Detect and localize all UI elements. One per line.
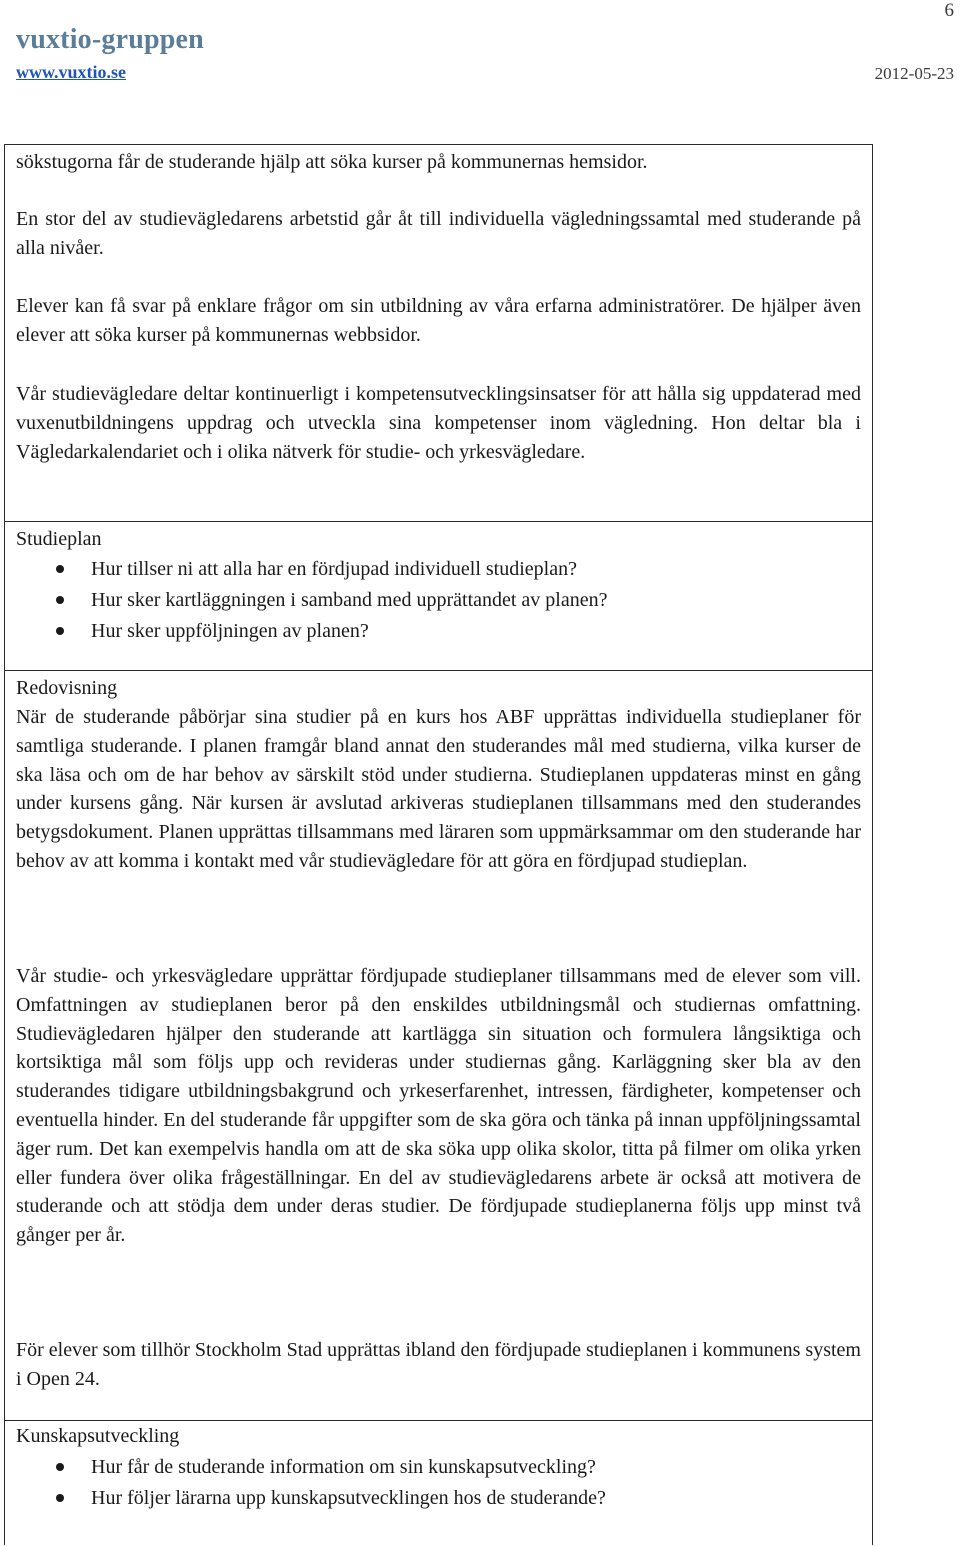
kunskapsutveckling-section [5, 1420, 872, 1546]
list-item: Hur får de studerande information om sin kunskapsutveckling? [5, 1452, 606, 1483]
list-item: Hur följer lärarna upp kunskapsutvecklingen hos de studerande? [5, 1483, 606, 1514]
section-heading: Kunskapsutveckling [16, 1425, 180, 1447]
list-item: Hur sker uppföljningen av planen? [5, 616, 608, 647]
bullet-icon [56, 596, 64, 604]
org-name: vuxtio-gruppen [16, 24, 204, 55]
bullet-icon [56, 565, 64, 573]
list-item: Hur tillser ni att alla har en fördjupad individuell studieplan? [5, 554, 608, 585]
question-list [5, 1452, 606, 1514]
paragraph: sökstugorna får de studerande hjälp att söka kurser på kommunernas hemsidor. [16, 151, 648, 173]
paragraph: En stor del av studievägledarens arbetstid går åt till individuella vägledningssamtal med studerande på alla nivåer. [16, 208, 861, 259]
bullet-icon [56, 1494, 64, 1502]
paragraph: Vår studie- och yrkesvägledare upprättar fördjupade studieplaner tillsammans med de elever som vill. Omfattningen av studieplanen beror på den enskildes utbildningsmål och studiernas omfattning. Studievägledaren hjälper den studerande att kartlägga sin situation och formulera långsiktiga och kortsiktiga mål som följs upp och revideras under studiernas gång. Karläggning sker bla av den studerandes tidigare utbildningsbakgrund och yrkeserfarenhet, intressen, färdigheter, kompetenser och eventuella hinder. En del studerande får uppgifter som de ska göra och tänka på innan uppföljningssamtal äger rum. Det kan exempelvis handla om att de ska söka upp olika skolor, titta på filmer om olika yrken eller fundera över olika frågeställningar. En del av studievägledarens arbete är också att motivera de studerande och att stödja dem under deras studier. De fördjupade studieplanerna följs upp minst två gånger per år. [16, 965, 861, 1247]
paragraph: När de studerande påbörjar sina studier på en kurs hos ABF upprättas individuella studieplaner för samtliga studerande. I planen framgår bland annat den studerandes mål med studierna, vilka kurser de ska läsa och om de har behov av särskilt stöd under studierna. Studieplanen uppdateras minst en gång under kursens gång. När kursen är avslutad arkiveras studieplanen tillsammans med den studerandes betygsdokument. Planen upprättas tillsammans med läraren som uppmärksammar om den studerande har behov av att komma i kontakt med vår studievägledare för att göra en fördjupad studieplan. [16, 706, 861, 872]
question-list [5, 554, 608, 647]
document-date: 2012-05-23 [874, 64, 954, 83]
redovisning-section [5, 670, 872, 1421]
org-url-link[interactable]: www.vuxtio.se [16, 62, 127, 82]
bullet-icon [56, 1463, 64, 1471]
content-frame [4, 144, 873, 1545]
studieplan-section [5, 521, 872, 671]
page-number: 6 [944, 0, 954, 21]
bullet-icon [56, 627, 64, 635]
section-heading: Redovisning [16, 677, 118, 699]
paragraph: För elever som tillhör Stockholm Stad upprättas ibland den fördjupade studieplanen i kommunens system i Open 24. [16, 1339, 861, 1390]
section-heading: Studieplan [16, 528, 102, 550]
paragraph: Elever kan få svar på enklare frågor om sin utbildning av våra erfarna administratörer. De hjälper även elever att söka kurser på kommunernas webbsidor. [16, 295, 861, 346]
intro-section [5, 145, 872, 521]
list-item: Hur sker kartläggningen i samband med upprättandet av planen? [5, 585, 608, 616]
paragraph: Vår studievägledare deltar kontinuerligt i kompetensutvecklingsinsatser för att hålla sig uppdaterad med vuxenutbildningens uppdrag och utveckla sina kompetenser inom vägledning. Hon deltar bla i Vägledarkalendariet och i olika nätverk för studie- och yrkesvägledare. [16, 383, 861, 463]
